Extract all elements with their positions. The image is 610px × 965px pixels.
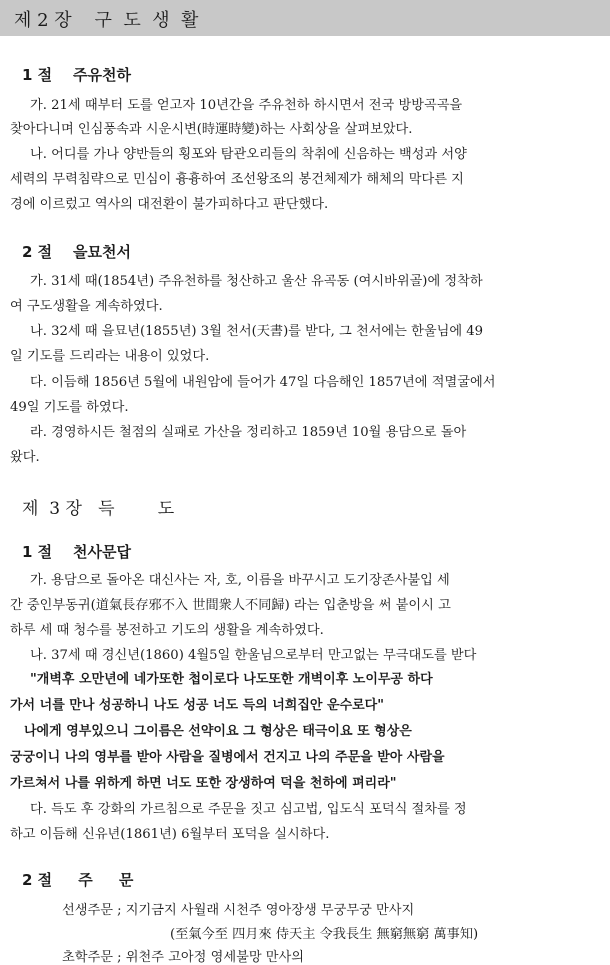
paragraph-line: 하루 세 때 청수를 봉전하고 기도의 생활을 계속하였다. [10,623,324,638]
chapter-2-title: 제 2 장 구 도 생 활 [14,10,199,31]
mantra-seonsaeng-hanja: (至氣今至 四月來 侍天主 令我長生 無窮無窮 萬事知) [170,927,479,942]
mantra-seonsaeng: 선생주문 ; 지기금지 사월래 시천주 영아장생 무궁무궁 만사지 [62,903,415,918]
section-heading-eulmyocheonseo: 2 절 을묘천서 [22,243,131,261]
paragraph-line: 왔다. [10,450,40,465]
paragraph-line: 가. 21세 때부터 도를 얻고자 10년간을 주유천하 하시면서 전국 방방곡곡을 [30,98,463,113]
quote-line: 가르쳐서 나를 위하게 하면 너도 또한 장생하여 덕을 천하에 펴리라" [10,776,397,791]
mantra-chohak: 초학주문 ; 위천주 고아정 영세불망 만사의 [62,950,304,965]
paragraph-line: 경에 이르렀고 역사의 대전환이 불가피하다고 판단했다. [10,197,329,212]
chapter-3-title: 제 3 장 득 도 [22,499,175,519]
paragraph-line: 다. 이듬해 1856년 5월에 내원암에 들어가 47일 다음해인 1857년에 적멸굴에서 [30,375,496,390]
paragraph-line: 가. 31세 때(1854년) 주유천하를 청산하고 울산 유곡동 (여시바위골)에 정착하 [30,274,483,289]
paragraph-line: 일 기도를 드리라는 내용이 있었다. [10,349,210,364]
section-heading-jumun: 2 절 주 문 [22,871,134,889]
quote-line: 가서 너를 만나 성공하니 나도 성공 너도 득의 너희집안 운수로다" [10,698,385,713]
paragraph-line: 세력의 무력침략으로 민심이 흉흉하여 조선왕조의 봉건체제가 해체의 막다른 지 [10,172,464,187]
quote-line: 나에게 영부있으니 그이름은 선약이요 그 형상은 태극이요 또 형상은 [24,724,412,739]
quote-line: "개벽후 오만년에 네가또한 첩이로다 나도또한 개벽이후 노이무공 하다 [30,672,433,687]
section-heading-cheonsamundap: 1 절 천사문답 [22,543,131,561]
paragraph-line: 다. 득도 후 강화의 가르침으로 주문을 짓고 심고법, 입도식 포덕식 절차를 정 [30,802,467,817]
paragraph-line: 나. 32세 때 을묘년(1855년) 3월 천서(天書)를 받다, 그 천서에는 한울님에 49 [30,324,484,339]
paragraph-line: 하고 이듬해 신유년(1861년) 6월부터 포덕을 실시하다. [10,827,330,842]
paragraph-line: 찾아다니며 인심풍속과 시운시변(時運時變)하는 사회상을 살펴보았다. [10,122,413,137]
paragraph-line: 나. 어디를 가나 양반들의 횡포와 탐관오리들의 착취에 신음하는 백성과 서양 [30,147,467,162]
paragraph-line: 라. 경영하시든 철점의 실패로 가산을 정리하고 1859년 10월 용담으로 돌아 [30,425,467,440]
paragraph-line: 여 구도생활을 계속하였다. [10,299,163,314]
quote-line: 궁궁이니 나의 영부를 받아 사람을 질병에서 건지고 나의 주문을 받아 사람을 [10,750,445,765]
section-heading-juyucheonha: 1 절 주유천하 [22,66,131,84]
paragraph-line: 간 중인부동귀(道氣長存邪不入 世間衆人不同歸) 라는 입춘방을 써 붙이시 고 [10,598,451,613]
paragraph-line: 가. 용담으로 돌아온 대신사는 자, 호, 이름을 바꾸시고 도기장존사불입 세 [30,573,450,588]
paragraph-line: 49일 기도를 하였다. [10,400,129,415]
paragraph-line: 나. 37세 때 경신년(1860) 4월5일 한울님으로부터 만고없는 무극대도를 받다 [30,648,477,663]
